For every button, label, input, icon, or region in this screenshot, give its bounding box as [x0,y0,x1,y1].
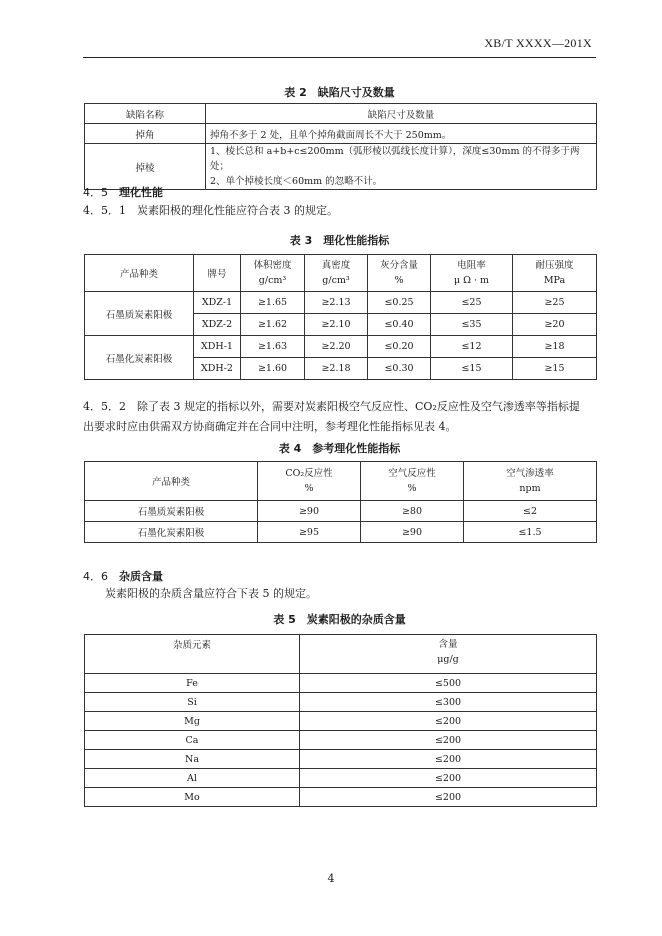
value-cell: ≥1.65 [241,292,305,314]
value-cell: ≤1.5 [464,522,597,543]
element-cell: Na [85,750,300,769]
header-unit: % [394,275,404,286]
header-cell [368,255,431,292]
defect-desc: 掉角不多于 2 处，且单个掉角截面周长不大于 250mm。 [206,124,597,144]
table-row [85,292,597,314]
header-cell [258,462,361,501]
header-unit: g/cm³ [258,275,287,286]
defect-desc [206,144,597,190]
header-label: 耐压强度 [535,260,574,271]
value-cell: ≥2.18 [305,358,368,380]
value-cell: ≤35 [431,314,513,336]
table-row [85,144,597,190]
clause-text: 炭素阳极的理化性能应符合表 3 的规定。 [137,204,338,217]
table-row [85,712,597,731]
header-label: 体积密度 [253,260,292,271]
value-cell: ≥90 [361,522,464,543]
value-cell: ≤500 [300,674,597,693]
table-header-row [85,255,597,292]
defect-desc-line: 1、棱长总和 a+b+c≤200mm（弧形棱以弧线长度计算），深度≤30mm 的不得多于两处； [210,146,580,172]
table-row [85,731,597,750]
header-cell [241,255,305,292]
value-cell: ≥80 [361,501,464,522]
header-cell: 缺陷名称 [85,104,206,124]
header-cell [300,635,597,674]
value-cell: ≤15 [431,358,513,380]
header-label: 电阻率 [457,260,486,271]
value-cell: ≤300 [300,693,597,712]
header-cell: 杂质元素 [85,635,300,674]
table2-caption: 表 2 缺陷尺寸及数量 [284,86,395,99]
header-unit: % [304,483,314,494]
section-title: 理化性能 [119,186,163,199]
value-cell: ≥20 [513,314,597,336]
value-cell: ≥15 [513,358,597,380]
value-cell: ≤200 [300,769,597,788]
header-unit: μ Ω · m [453,275,490,286]
value-cell: ≥18 [513,336,597,358]
value-cell: ≤200 [300,712,597,731]
value-cell: ≥95 [258,522,361,543]
grade: XDZ-2 [194,314,241,336]
element-cell: Mg [85,712,300,731]
element-cell: Ca [85,731,300,750]
clause-text: 4．5．2 除了表 3 规定的指标以外，需要对炭素阳极空气反应性、CO₂反应性及空气渗透率等指标提 [83,400,580,413]
table-row [85,674,597,693]
header-cell [431,255,513,292]
table-reference-properties [84,461,597,543]
value-cell: ≤2 [464,501,597,522]
element-cell: Al [85,769,300,788]
defect-name: 掉棱 [85,144,206,190]
value-cell: ≥90 [258,501,361,522]
value-cell: ≥1.63 [241,336,305,358]
element-cell: Mo [85,788,300,807]
header-cell: 缺陷尺寸及数量 [206,104,597,124]
element-cell: Si [85,693,300,712]
element-cell: Fe [85,674,300,693]
section-title: 杂质含量 [119,570,163,583]
value-cell: ≥25 [513,292,597,314]
header-rule [83,57,596,58]
grade: XDH-2 [194,358,241,380]
value-cell: ≥2.13 [305,292,368,314]
header-unit: g/cm³ [322,275,350,286]
header-cell: 牌号 [194,255,241,292]
section-number: 4．5 [83,186,108,199]
table4-caption: 表 4 参考理化性能指标 [278,442,401,455]
header-unit: μg/g [437,654,459,665]
value-cell: ≤0.40 [368,314,431,336]
table-impurities [84,634,597,807]
grade: XDZ-1 [194,292,241,314]
table-row [85,769,597,788]
table-header-row [85,104,597,124]
table-row [85,750,597,769]
table-header-row [85,635,597,674]
table-row [85,124,597,144]
header-cell: 产品种类 [85,255,194,292]
defect-name: 掉角 [85,124,206,144]
value-cell: ≥2.10 [305,314,368,336]
table-row [85,693,597,712]
value-cell: ≤25 [431,292,513,314]
table3-caption: 表 3 理化性能指标 [289,234,390,247]
table-row [85,336,597,358]
header-label: 含量 [438,639,458,650]
product-type: 石墨质炭素阳极 [85,292,194,336]
defect-desc-line: 2、单个掉棱长度＜60mm 的忽略不计。 [210,176,383,187]
clause-number: 4．5．1 [83,204,126,217]
value-cell: ≤200 [300,731,597,750]
value-cell: ≤0.30 [368,358,431,380]
value-cell: ≤0.20 [368,336,431,358]
section-4-5 [83,184,163,200]
product-type: 石墨化炭素阳极 [85,522,258,543]
value-cell: ≤200 [300,750,597,769]
value-cell: ≥2.20 [305,336,368,358]
header-label: 灰分含量 [379,260,418,271]
header-cell: 产品种类 [85,462,258,501]
value-cell: ≤200 [300,788,597,807]
clause-4-5-1 [83,201,599,221]
header-cell [464,462,597,501]
header-unit: MPa [543,275,566,286]
value-cell: ≥1.60 [241,358,305,380]
header-cell [305,255,368,292]
standard-number: XB/T XXXX—201X [484,36,592,50]
product-type: 石墨质炭素阳极 [85,501,258,522]
value-cell: ≥1.62 [241,314,305,336]
value-cell: ≤0.25 [368,292,431,314]
table-row [85,522,597,543]
table-properties [84,254,597,380]
header-label: 空气反应性 [388,468,436,479]
clause-4-5-2 [83,397,599,437]
section-4-6-text: 炭素阳极的杂质含量应符合下表 5 的规定。 [105,587,317,600]
value-cell: ≤12 [431,336,513,358]
table5-caption: 表 5 炭素阳极的杂质含量 [273,613,406,626]
table-row [85,501,597,522]
table-defects [84,103,597,190]
header-cell [361,462,464,501]
header-label: CO₂反应性 [285,468,333,479]
clause-text: 出要求时应由供需双方协商确定并在合同中注明，参考理化性能指标见表 4。 [83,420,457,433]
table-row [85,788,597,807]
grade: XDH-1 [194,336,241,358]
header-unit: % [407,483,417,494]
section-number: 4．6 [83,570,108,583]
header-cell [513,255,597,292]
product-type: 石墨化炭素阳极 [85,336,194,380]
table-header-row [85,462,597,501]
page-number: 4 [327,872,335,885]
section-4-6 [83,568,163,584]
header-unit: npm [519,483,541,494]
header-label: 空气渗透率 [506,468,554,479]
header-label: 真密度 [321,260,351,271]
